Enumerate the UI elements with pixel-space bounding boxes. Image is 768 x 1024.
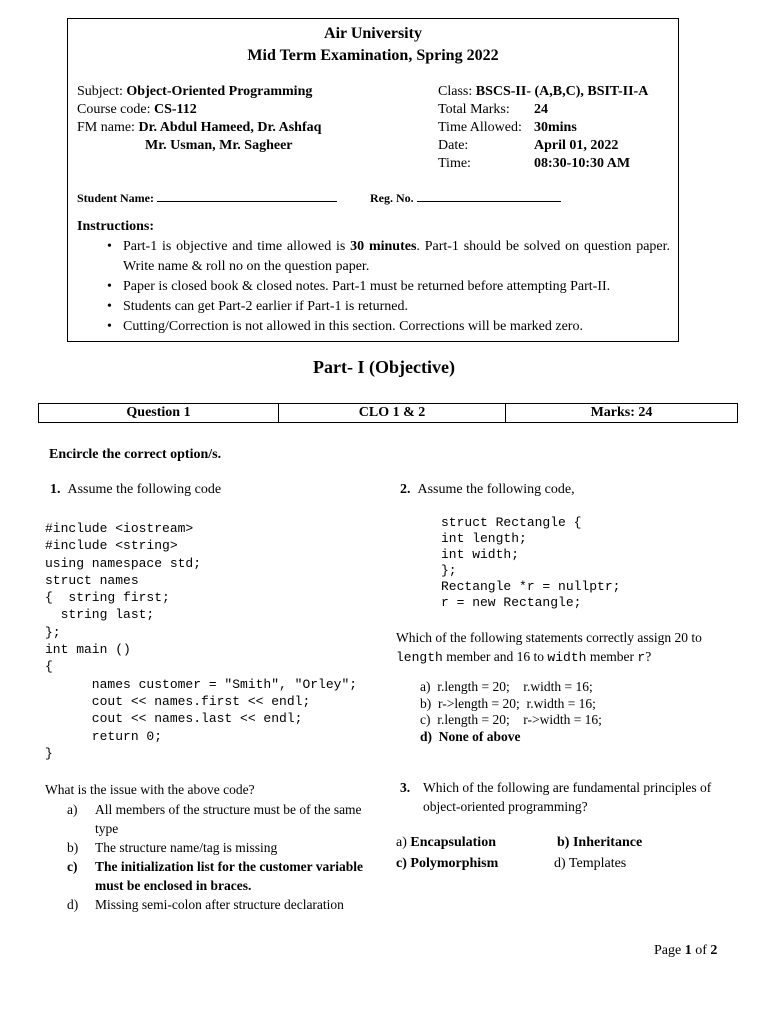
code-line: int width; [441,547,520,562]
code-line: cout << names.last << endl; [45,711,303,727]
instruction-item: • Cutting/Correction is not allowed in this section. Corrections will be marked zero. [77,317,670,337]
total-marks-value: 24 [534,102,548,117]
question-cell: Question 1 [39,404,279,423]
clo-cell: CLO 1 & 2 [279,404,506,423]
code-line: #include <string> [45,538,178,554]
total-marks-label: Total Marks: [438,102,510,117]
date-label: Date: [438,138,469,153]
exam-title: Mid Term Examination, Spring 2022 [247,47,499,64]
university-name: Air University [324,25,422,42]
time-label: Time: [438,156,471,171]
student-name-blank[interactable] [157,189,337,202]
q2-option-c[interactable]: c) r.length = 20; r->width = 16; [420,712,602,727]
code-line: struct Rectangle { [441,515,582,530]
instruction-item: • Paper is closed book & closed notes. Part-1 must be returned before attempting Part-II. [77,277,670,297]
q2-option-d[interactable]: d) None of above [420,728,521,744]
date-value: April 01, 2022 [534,138,619,153]
q2-question: Which of the following statements correctly assign 20 to length member and 16 to width member r? [396,630,702,665]
code-line: names customer = "Smith", "Orley"; [45,676,358,692]
course-code-value: CS-112 [153,102,197,117]
code-line: int main () [45,642,131,658]
code-line: }; [45,624,61,640]
q2-number: 2. [400,482,411,497]
q1-options [67,800,377,914]
code-line: #include <iostream> [45,521,194,536]
code-line: r = new Rectangle; [441,595,582,610]
fm-label: FM name: [77,120,135,135]
code-line: { string first; [45,590,170,606]
code-line: using namespace std; [45,555,202,571]
class-value: BSCS-II- (A,B,C), BSIT-II-A [475,84,649,99]
q1-question: What is the issue with the above code? [45,782,255,797]
student-name-label: Student Name: [77,191,154,205]
course-code-label: Course code: [77,102,151,117]
q1-option-c[interactable]: c) The initialization list for the customer variable must be enclosed in braces. [67,859,363,893]
q3-option-c[interactable]: c) Polymorphism [396,856,499,871]
subject-row [77,84,312,100]
exam-header-box [67,18,679,342]
q1-header [50,482,221,498]
time-value: 08:30-10:30 AM [534,156,631,171]
class-row [438,84,648,100]
reg-no-label: Reg. No. [370,191,414,205]
q1-prompt: Assume the following code [67,482,222,497]
q2-option-a[interactable]: a) r.length = 20; r.width = 16; [420,679,593,694]
q3-number: 3. [400,780,411,795]
q1-number: 1. [50,482,61,497]
fm-line2: Mr. Usman, Mr. Sagheer [145,138,293,153]
reg-no-row [370,189,561,206]
question-table [38,403,738,423]
time-allowed-value: 30mins [534,120,577,135]
fm-line1: Dr. Abdul Hameed, Dr. Ashfaq [138,120,322,135]
code-line: int length; [441,531,527,546]
instructions-title: Instructions: [77,219,155,234]
q3-option-b[interactable]: b) Inheritance [557,835,643,850]
q2-prompt: Assume the following code, [417,482,575,497]
encircle-instruction: Encircle the correct option/s. [49,447,222,462]
reg-no-blank[interactable] [417,189,561,202]
instructions-list [77,237,670,337]
part-title: Part- I (Objective) [313,357,455,377]
subject-label: Subject: [77,84,123,99]
q1-code-block [45,520,357,762]
code-line: return 0; [45,728,163,744]
time-allowed-label: Time Allowed: [438,120,522,135]
fm-name-row [77,120,321,136]
student-name-row [77,189,337,206]
q2-header [400,482,575,498]
q3-header [400,778,730,816]
q2-code-block [441,515,620,611]
table-row [39,404,738,423]
class-label: Class: [438,84,473,99]
instruction-item: • Students can get Part-2 earlier if Part-1 is returned. [77,297,670,317]
code-line: struct names [45,572,139,588]
q2-options [420,679,602,745]
q3-prompt: Which of the following are fundamental principles of object-oriented programming? [423,780,712,814]
q1-option-b[interactable]: b) The structure name/tag is missing [67,840,278,855]
q1-option-d[interactable]: d) Missing semi-colon after structure declaration [67,897,344,912]
marks-cell: Marks: 24 [506,404,738,423]
course-code-row [77,102,197,118]
subject-value: Object-Oriented Programming [126,84,313,99]
code-line: { [45,659,53,675]
q1-option-a[interactable]: a) All members of the structure must be of the same type [67,802,362,836]
q3-option-a[interactable]: a) Encapsulation [396,835,496,850]
q3-option-d[interactable]: d) Templates [554,856,627,871]
code-line: }; [441,563,457,578]
page-number: Page 1 of 2 [654,943,718,958]
q2-option-b[interactable]: b) r->length = 20; r.width = 16; [420,695,596,711]
instruction-item: • Part-1 is objective and time allowed is 30 minutes. Part-1 should be solved on question paper. Write name & roll no on the question paper. [77,237,670,277]
code-line: Rectangle *r = nullptr; [441,579,621,594]
code-line: } [45,745,53,761]
code-line: cout << names.first << endl; [45,693,311,709]
code-line: string last; [45,607,155,623]
